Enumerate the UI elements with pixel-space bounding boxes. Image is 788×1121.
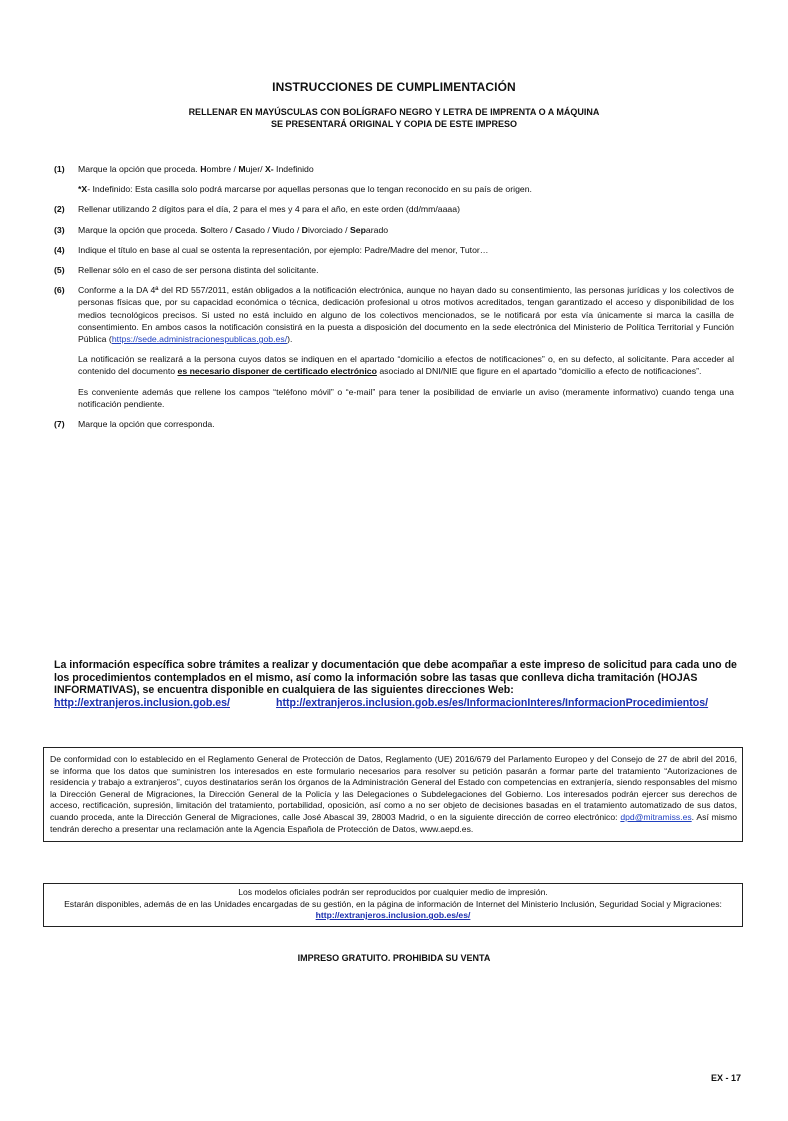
note-6-paragraph-1: Conforme a la DA 4ª del RD 557/2011, están obligados a la notificación electrónica, aunque no hayan dado su consentimiento, las personas jurídicas y los colectivos de personas físicas que, por su capacidad económica o técnica, dedicación profesional u otros motivos acreditados, tengan garantizado el acceso y disponibilidad de los medios tecnológicos precisos. Si usted no está incluido en alguno de los colectivos mencionados, se le notificará por esta vía únicamente si marca la casilla de consentimiento. En ambos casos la notificación consistirá en la puesta a disposición del documento en la sede electrónica del Ministerio de Política Territorial y Función Pública (https://sede.administracionespublicas.gob.es/). (78, 285, 734, 345)
extranjeros-es-link[interactable]: http://extranjeros.inclusion.gob.es/es/ (315, 910, 471, 921)
note-number: (2) (54, 204, 65, 215)
note-5 (54, 264, 734, 276)
note-6 (54, 284, 734, 410)
official-models-notice (43, 883, 743, 927)
data-protection-notice: De conformidad con lo establecido en el Reglamento General de Protección de Datos, Reglamento (UE) 2016/679 del Parlamento Europeo y del Consejo de 27 de abril del 2016, se informa que los datos que suministren los interesados en este formulario necesarios para resolver su petición pasarán a formar parte del tratamiento “Autorizaciones de residencia y trabajo a extranjeros”, cuyos destinatarios serán los órganos de la Administración General del Estado con competencias en extranjería, siendo responsables del mismo la Dirección General de Migraciones, la Dirección General de la Policía y las Delegaciones o Subdelegaciones del Gobierno. Los interesados podrán ejercer sus derechos de acceso, rectificación, supresión, limitación del tratamiento, portabilidad, oposición, así como a no ser objeto de decisiones basadas en el tratamiento automatizado de sus datos, cuando proceda, ante la Dirección General de Migraciones, calle José Abascal 39, 28003 Madrid, o en la siguiente dirección de correo electrónico: dpd@mitramiss.es. Así mismo tendrán derecho a presentar una reclamación ante la Agencia Española de Protección de Datos, www.aepd.es. (43, 747, 743, 842)
note-3 (54, 224, 734, 236)
procedures-info-link[interactable]: http://extranjeros.inclusion.gob.es/es/InformacionInteres/InformacionProcedimientos/ (276, 696, 709, 709)
note-2-text: Rellenar utilizando 2 dígitos para el día, 2 para el mes y 4 para el año, en este orden (dd/mm/aaaa) (78, 204, 460, 215)
note-7 (54, 418, 734, 430)
procedures-info (54, 659, 744, 709)
form-code: EX - 17 (710, 1073, 741, 1083)
note-1-subtext: *X- Indefinido: Esta casilla solo podrá marcarse por aquellas personas que lo tengan reconocido en su país de origen. (78, 184, 532, 195)
official-models-line-2: Estarán disponibles, además de en las Unidades encargadas de su gestión, en la página de información de Internet del Ministerio Inclusión, Seguridad Social y Migraciones: http://extranjeros.inclusion.gob.es/es/ (64, 898, 722, 921)
note-number: (5) (54, 265, 65, 276)
extranjeros-home-link[interactable]: http://extranjeros.inclusion.gob.es/ (54, 696, 230, 709)
note-4 (54, 244, 734, 256)
procedures-links (54, 697, 744, 710)
sede-electronica-link[interactable]: https://sede.administracionespublicas.gob.es/ (111, 334, 288, 345)
note-number: (4) (54, 244, 65, 255)
note-2 (54, 203, 734, 215)
official-models-line-1: Los modelos oficiales podrán ser reproducidos por cualquier medio de impresión. (238, 887, 548, 897)
subtitle-line-1: RELLENAR EN MAYÚSCULAS CON BOLÍGRAFO NEGRO Y LETRA DE IMPRENTA O A MÁQUINA (188, 107, 600, 117)
procedures-info-text: La información específica sobre trámites a realizar y documentación que debe acompañar a este impreso de solicitud para cada uno de los procedimientos contemplados en el mismo, así como la información sobre las tasas que conlleva dicha tramitación (HOJAS INFORMATIVAS), se encuentra disponible en cualquiera de las siguientes direcciones Web: (54, 659, 737, 697)
note-number: (1) (54, 164, 65, 174)
note-number: (7) (54, 419, 65, 430)
instructions-list (54, 163, 734, 438)
note-number: (3) (54, 224, 65, 235)
subtitle (0, 106, 788, 130)
note-4-text: Indique el título en base al cual se ostenta la representación, por ejemplo: Padre/Madre del menor, Tutor… (78, 244, 489, 255)
note-7-text: Marque la opción que corresponda. (78, 419, 215, 430)
note-6-paragraph-2: La notificación se realizará a la persona cuyos datos se indiquen en el apartado “domicilio a efectos de notificaciones” o, en su defecto, al solicitante. Para acceder al contenido del documento es necesario disponer de certificado electrónico asociado al DNI/NIE que figure en el apartado “domicilio a efecto de notificaciones”. (78, 354, 734, 377)
subtitle-line-2: SE PRESENTARÁ ORIGINAL Y COPIA DE ESTE IMPRESO (270, 119, 518, 129)
note-1-text: Marque la opción que proceda. Hombre / Mujer/ X- Indefinido (78, 164, 314, 174)
note-3-text: Marque la opción que proceda. Soltero / Casado / Viudo / Divorciado / Separado (78, 224, 389, 235)
note-6-paragraph-3: Es conveniente además que rellene los campos “teléfono móvil” o “e-mail” para tener la posibilidad de enviarle un aviso (meramente informativo) cuando tenga una notificación pendiente. (78, 386, 734, 409)
note-1 (54, 163, 734, 195)
note-number: (6) (54, 285, 65, 296)
page-title: INSTRUCCIONES DE CUMPLIMENTACIÓN (272, 80, 516, 94)
free-form-notice: IMPRESO GRATUITO. PROHIBIDA SU VENTA (297, 953, 491, 963)
dpd-email-link[interactable]: dpd@mitramiss.es (620, 811, 692, 822)
note-5-text: Rellenar sólo en el caso de ser persona distinta del solicitante. (78, 265, 319, 276)
